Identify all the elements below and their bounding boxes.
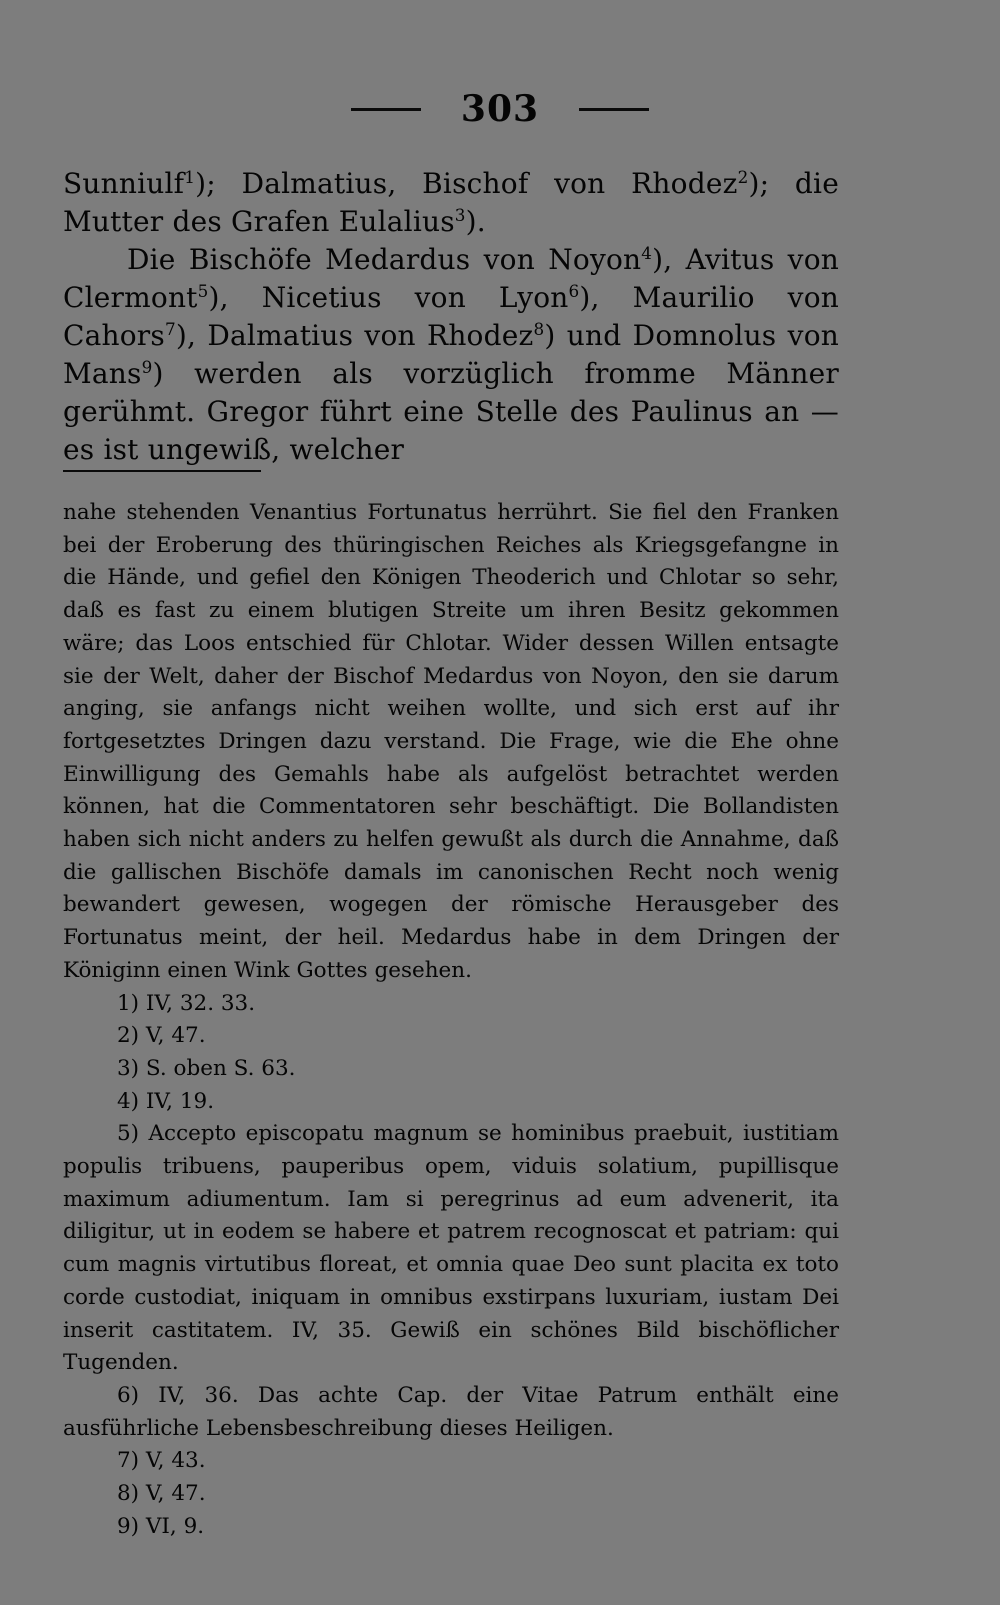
footnote-6: 6) IV, 36. Das achte Cap. der Vitae Patrum enthält eine ausführliche Lebensbeschreibung dieses Heiligen. <box>63 1382 839 1441</box>
footnote-1: 1) IV, 32. 33. <box>117 990 256 1016</box>
footnote-8: 8) V, 47. <box>117 1481 206 1507</box>
footnotes <box>63 497 839 1544</box>
header-rule-right <box>579 108 649 111</box>
footnote-4: 4) IV, 19. <box>117 1088 215 1114</box>
footnote-3: 3) S. oben S. 63. <box>117 1055 296 1081</box>
page-number: 303 <box>460 88 540 130</box>
footnote-continuation: nahe stehenden Venantius Fortunatus herrührt. Sie fiel den Franken bei der Eroberung des thüringischen Reiches als Kriegsgefangne in die Hände, und gefiel den Königen Theoderich und Chlotar so sehr, daß es fast zu einem blutigen Streite um ihren Besitz gekommen wäre; das Loos entschied für Chlotar. Wider dessen Willen entsagte sie der Welt, daher der Bischof Medardus von Noyon, den sie darum anging, sie anfangs nicht weihen wollte, und sich erst auf ihr fortgesetztes Dringen dazu verstand. Die Frage, wie die Ehe ohne Einwilligung des Gemahls habe als aufgelöst betrachtet werden können, hat die Commentatoren sehr beschäftigt. Die Bollandisten haben sich nicht anders zu helfen gewußt als durch die Annahme, daß die gallischen Bischöfe damals im canonischen Recht noch wenig bewandert gewesen, wogegen der römische Herausgeber des Fortunatus meint, der heil. Medardus habe in dem Dringen der Königinn einen Wink Gottes gesehen. <box>63 500 839 983</box>
header-rule-left <box>351 108 421 111</box>
footnote-separator <box>63 470 261 472</box>
footnote-5: 5) Accepto episcopatu magnum se hominibus praebuit, iustitiam populis tribuens, pauperibus opem, viduis solatium, pupillisque maximum adiumentum. Iam si peregrinus ad eum advenerit, ita diligitur, ut in eodem se habere et patrem recognoscat et patriam: qui cum magnis virtutibus floreat, et omnia quae Deo sunt placita ex toto corde custodiat, iniquam in omnibus exstirpans luxuriam, iustam Dei inserit castitatem. IV, 35. Gewiß ein schönes Bild bischöflicher Tugenden. <box>63 1121 839 1376</box>
footnote-7: 7) V, 43. <box>117 1448 206 1474</box>
paragraph-2: Die Bischöfe Medardus von Noyon$^4$), Avitus von Clermont$^5$), Nicetius von Lyon$^6$), Maurilio von Cahors$^7$), Dalmatius von Rhodez$^8$) und Domnolus von Mans$^9$) werden als vorzüglich fromme Männer gerühmt. Gregor führt eine Stelle des Paulinus an — es ist ungewiß, welcher <box>63 242 839 466</box>
main-text <box>63 165 839 469</box>
page-header <box>0 88 1000 130</box>
footnote-2: 2) V, 47. <box>117 1023 206 1049</box>
footnote-9: 9) VI, 9. <box>117 1513 205 1539</box>
paragraph-1: Sunniulf$^1$); Dalmatius, Bischof von Rhodez$^2$); die Mutter des Grafen Eulalius$^3$). <box>63 166 839 238</box>
